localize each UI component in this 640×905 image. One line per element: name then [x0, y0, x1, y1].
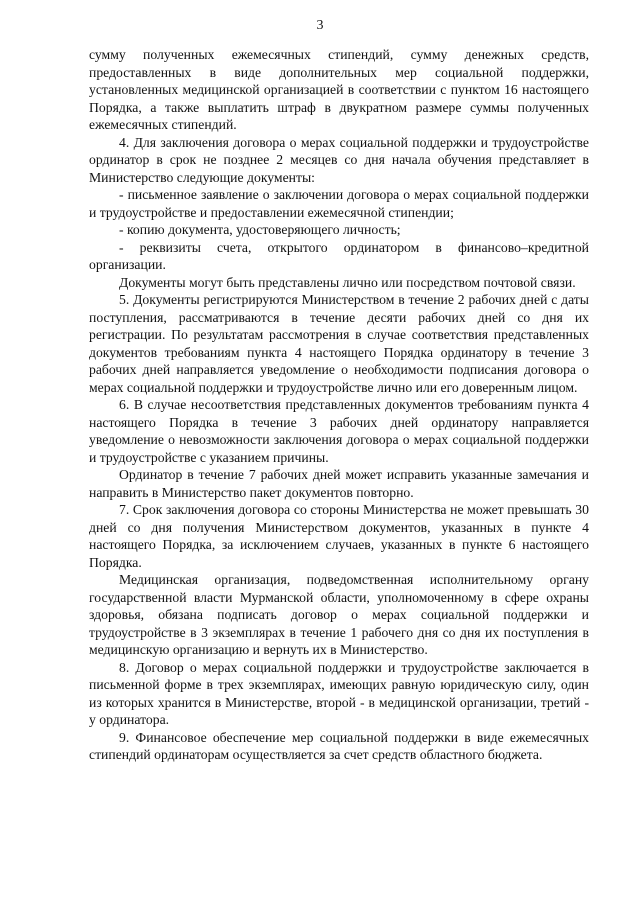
paragraph-medical-organization: Медицинская организация, подведомственная исполнительному органу государственной власти Мурманской области, уполномоченному в сфере охраны здоровья, обязана подписать договор о мерах социальной поддержки и трудоустройстве в 3 экземплярах в течение 1 рабочего дня со дня их поступления в медицинскую организацию и вернуть их в Министерство.	[89, 572, 589, 657]
paragraph-item-5: 5. Документы регистрируются Министерством в течение 2 рабочих дней с даты поступления, рассматриваются в течение десяти рабочих дней со дня их регистрации. По результатам рассмотрения в случае соответствия представленных документов требованиям пункта 4 настоящего Порядка ординатору в течение 3 рабочих дней направляется уведомление о необходимости подписания договора о мерах социальной поддержки и трудоустройстве лично или его доверенным лицом.	[89, 292, 589, 395]
list-item-identity-copy: - копию документа, удостоверяющего личность;	[119, 222, 401, 237]
list-item-application: - письменное заявление о заключении договора о мерах социальной поддержки и трудоустройстве и предоставлении ежемесячной стипендии;	[89, 187, 589, 220]
paragraph-item-8: 8. Договор о мерах социальной поддержки и трудоустройстве заключается в письменной форме в трех экземплярах, имеющих равную юридическую силу, один из которых хранится в Министерстве, второй - в медицинской организации, третий - у ординатора.	[89, 659, 589, 727]
paragraph-item-4: 4. Для заключения договора о мерах социальной поддержки и трудоустройстве ординатор в срок не позднее 2 месяцев со дня начала обучения представляет в Министерство следующие документы:	[89, 134, 589, 185]
list-item-account-details: - реквизиты счета, открытого ординатором в финансово–кредитной организации.	[89, 239, 589, 272]
paragraph-resubmission: Ординатор в течение 7 рабочих дней может исправить указанные замечания и направить в Министерство пакет документов повторно.	[89, 467, 589, 500]
page-number: 3	[316, 18, 324, 33]
paragraph-submission-methods: Документы могут быть представлены лично или посредством почтовой связи.	[119, 274, 576, 290]
paragraph-item-9: 9. Финансовое обеспечение мер социальной поддержки в виде ежемесячных стипендий ординаторам осуществляется за счет средств областного бюджета.	[89, 729, 589, 762]
paragraph-item-6: 6. В случае несоответствия представленных документов требованиям пункта 4 настоящего Порядка в течение 3 рабочих дней ординатору направляется уведомление о невозможности заключения договора о мерах социальной поддержки и трудоустройстве с указанием причины.	[89, 397, 589, 465]
document-body	[89, 46, 589, 764]
paragraph-item-7: 7. Срок заключения договора со стороны Министерства не может превышать 30 дней со дня получения Министерством документов, указанных в пункте 4 настоящего Порядка, за исключением случаев, указанных в пункте 6 настоящего Порядка.	[89, 502, 589, 570]
paragraph-continuation: сумму полученных ежемесячных стипендий, сумму денежных средств, предоставленных в виде дополнительных мер социальной поддержки, установленных медицинской организацией в соответствии с пунктом 16 настоящего Порядка, а также выплатить штраф в двукратном размере суммы полученных ежемесячных стипендий.	[89, 47, 589, 132]
